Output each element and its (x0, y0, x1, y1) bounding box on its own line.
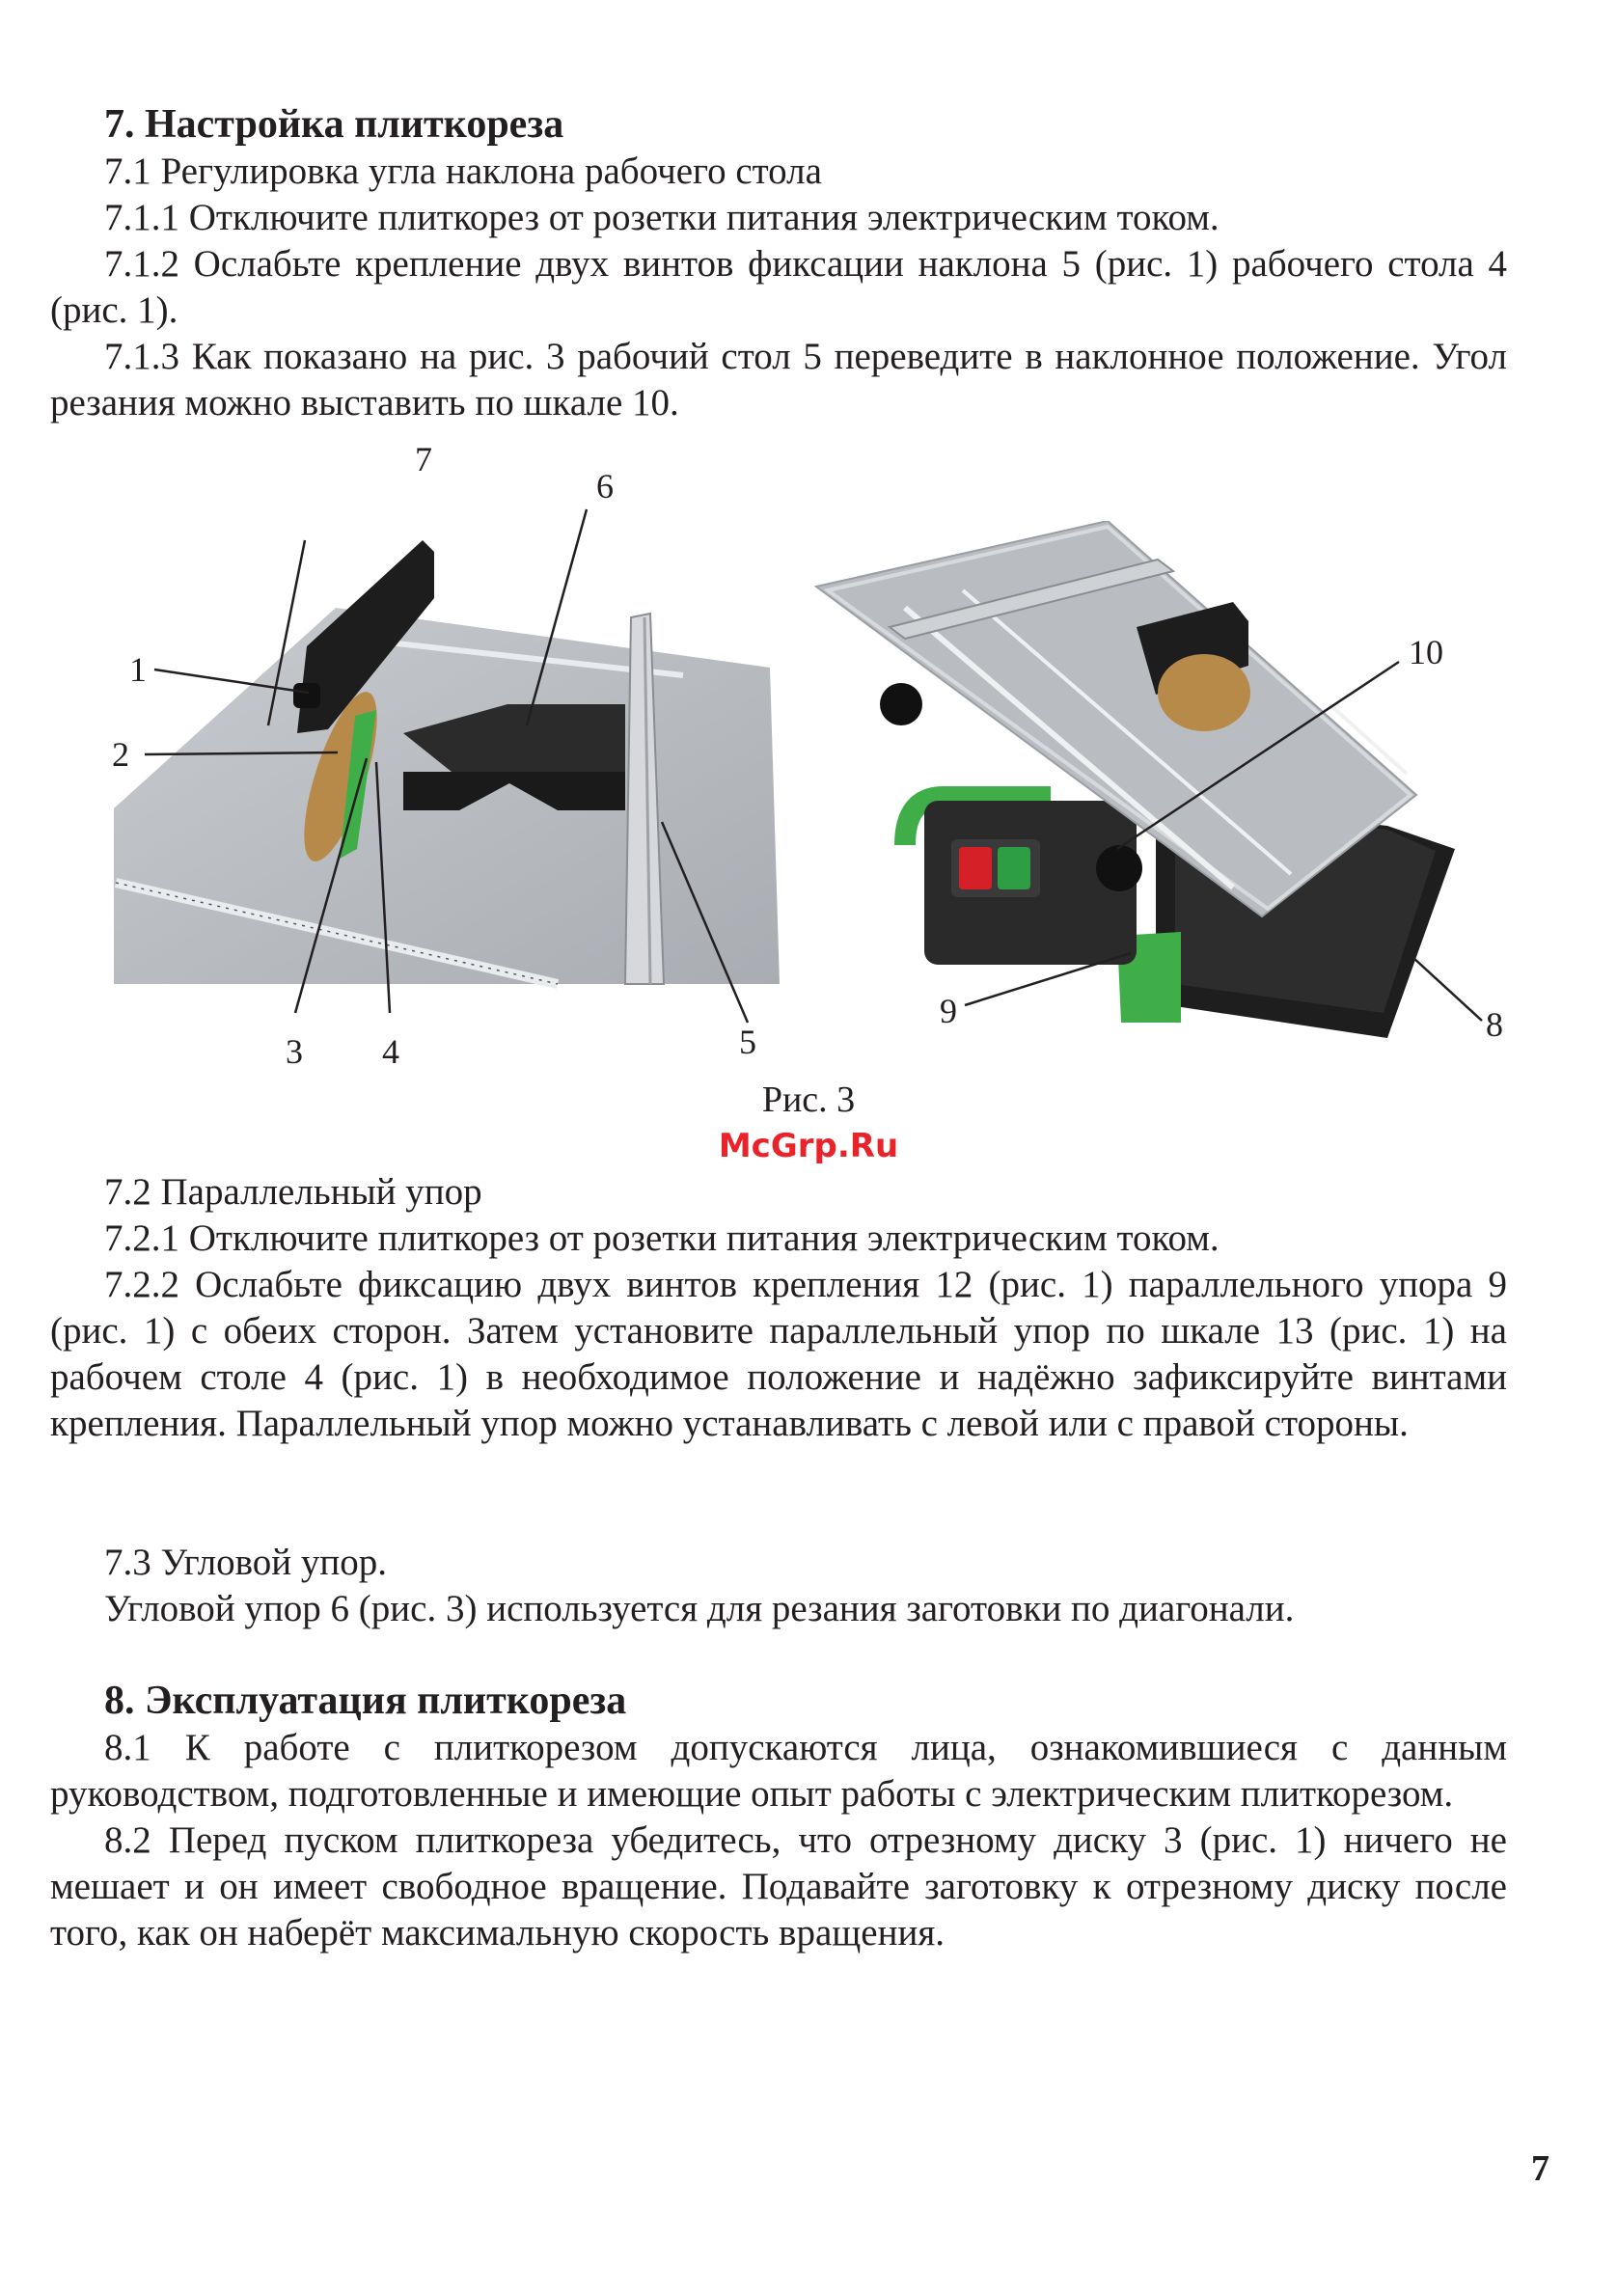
figure-left-table-photo (104, 444, 799, 1080)
watermark: McGrp.Ru (718, 1127, 899, 1165)
section-7-title: 7. Настройка плиткореза (104, 102, 564, 147)
switch-off-red (959, 847, 992, 889)
callout-1: 1 (129, 650, 147, 689)
callout-2: 2 (112, 735, 129, 774)
paragraph-7-1-3: 7.1.3 Как показано на рис. 3 рабочий стол 5 переведите в наклонное положение. Угол резания можно выставить по шкале 10. (50, 336, 1507, 424)
section-7 (50, 100, 1507, 426)
paragraph-7-2-2: 7.2.2 Ослабьте фиксацию двух винтов крепления 12 (рис. 1) параллельного упора 9 (рис. 1) с обеих сторон. Затем установите параллельный упор по шкале 13 (рис. 1) на рабочем столе 4 (рис. 1) в необходимое положение и надёжно зафиксируйте винтами крепления. Параллельный упор можно устанавливать с левой или с правой стороны. (50, 1264, 1507, 1444)
page-number: 7 (1531, 2148, 1549, 2189)
paragraph-7-2-1: 7.2.1 Отключите плиткорез от розетки питания электрическим током. (104, 1217, 1220, 1259)
paragraph-7-3-text: Угловой упор 6 (рис. 3) используется для резания заготовки по диагонали. (104, 1588, 1295, 1629)
paragraph-7-2: 7.2 Параллельный упор (104, 1171, 482, 1213)
callout-5: 5 (739, 1023, 756, 1061)
section-7-3 (50, 1540, 1507, 1632)
cutting-disc-right (1158, 654, 1250, 731)
section-8 (50, 1677, 1507, 1956)
callout-9: 9 (940, 992, 957, 1030)
paragraph-8-1: 8.1 К работе с плиткорезом допускаются лица, ознакомившиеся с данным руководством, подготовленные и имеющие опыт работы с электрическим плиткорезом. (50, 1727, 1507, 1815)
tilt-knob (880, 683, 922, 725)
figure-caption: Рис. 3 (761, 1080, 856, 1120)
callout-10: 10 (1409, 633, 1443, 671)
paragraph-7-3: 7.3 Угловой упор. (104, 1542, 388, 1583)
callout-4: 4 (382, 1032, 399, 1071)
section-7-2 (50, 1169, 1507, 1447)
callout-3: 3 (286, 1032, 303, 1071)
section-8-title: 8. Эксплуатация плиткореза (104, 1679, 627, 1723)
callout-7: 7 (415, 444, 432, 478)
figure-right-machine-photo (808, 521, 1542, 1061)
switch-on-green (998, 847, 1030, 889)
callout-6: 6 (596, 467, 614, 506)
paragraph-8-2: 8.2 Перед пуском плиткореза убедитесь, что отрезному диску 3 (рис. 1) ничего не мешает и он имеет свободное вращение. Подавайте заготовку к отрезному диску после того, как он наберёт максимальную скорость вращения. (50, 1819, 1507, 1954)
callout-8: 8 (1486, 1005, 1503, 1044)
paragraph-7-1-1: 7.1.1 Отключите плиткорез от розетки питания электрическим током. (104, 197, 1220, 238)
knob (293, 683, 320, 708)
paragraph-7-1: 7.1 Регулировка угла наклона рабочего стола (104, 150, 822, 192)
paragraph-7-1-2: 7.1.2 Ослабьте крепление двух винтов фиксации наклона 5 (рис. 1) рабочего стола 4 (рис. 1). (50, 243, 1507, 331)
